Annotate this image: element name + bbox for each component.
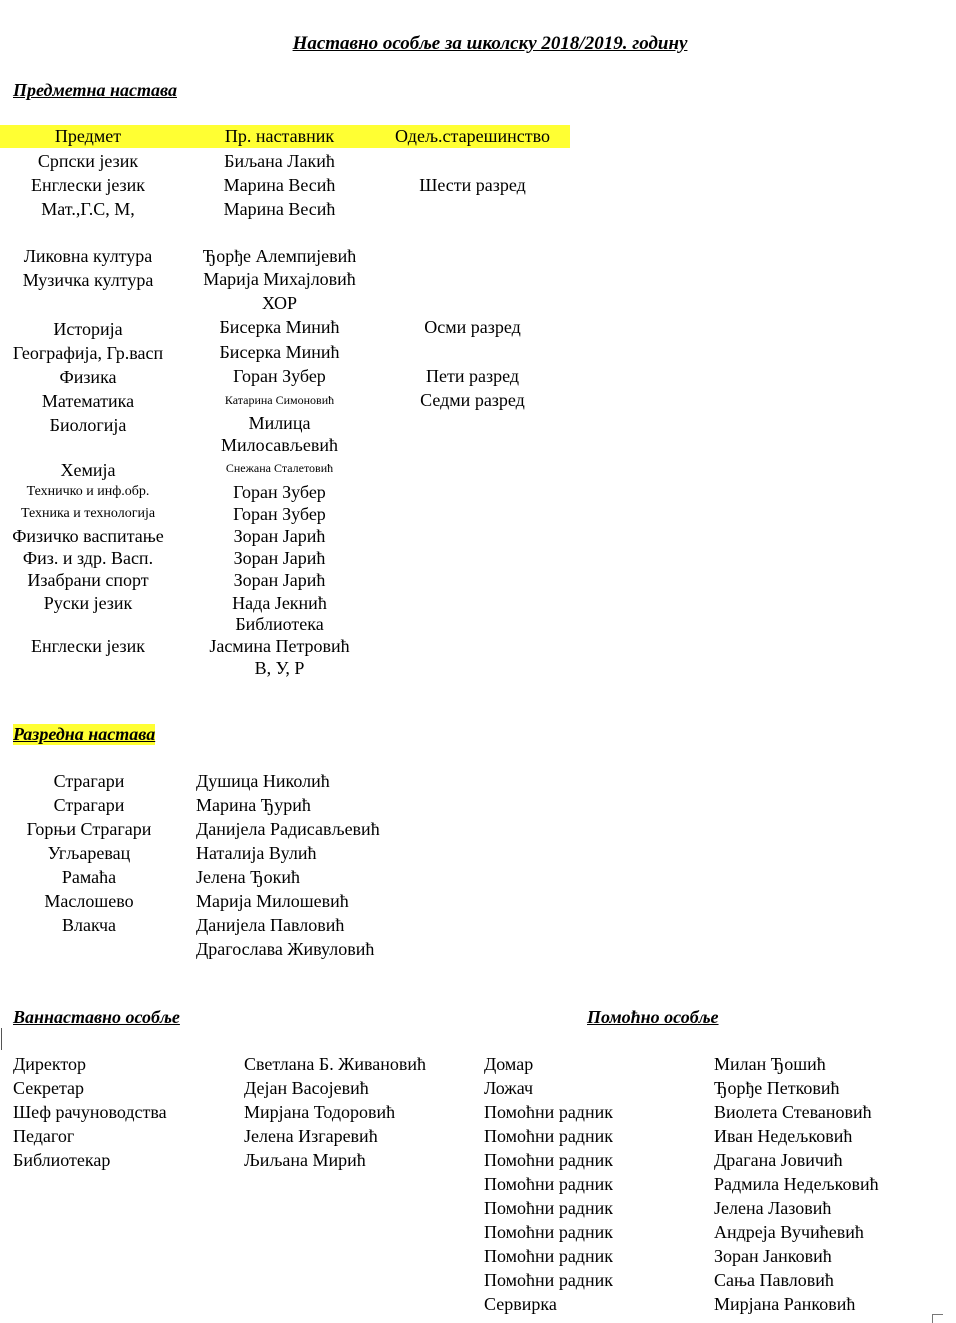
teacher-cell: Нада Јекнић (232, 593, 327, 613)
support-name: Сања Павловић (714, 1270, 834, 1290)
subject-cell: Математика (41, 391, 135, 411)
place-item: Влакча (61, 915, 117, 935)
support-role: Помоћни радник (484, 1150, 613, 1170)
staff-role: Секретар (13, 1078, 85, 1098)
subject-cell: Мат.,Г.С, М, (41, 199, 135, 219)
class-teacher-item: Драгослава Живуловић (196, 939, 375, 959)
teacher-cell: Горан Зубер (233, 504, 326, 524)
class-teachers-list (196, 769, 380, 961)
support-name: Радмила Недељковић (714, 1174, 879, 1194)
support-heading: Помоћно особље (587, 1007, 719, 1027)
teacher-cell: Марина Весић (223, 175, 336, 195)
support-role: Домар (484, 1054, 534, 1074)
teacher-cell: Бисерка Минић (219, 317, 340, 337)
class-teaching-heading: Разредна настава (13, 724, 156, 744)
subject-cell: Енглески језик (30, 175, 146, 195)
teacher-cell: Катарина Симоновић (224, 393, 335, 407)
teacher-cell: Биљана Лакић (224, 151, 335, 171)
subject-cell: Физика (59, 367, 117, 387)
subject-cell: Историја (53, 319, 123, 339)
place-item: Страгари (53, 795, 125, 815)
support-role: Помоћни радник (484, 1222, 613, 1242)
teacher-cell: Снежана Сталетовић (225, 461, 334, 475)
subject-cell: Енглески језик (30, 636, 146, 656)
place-item: Угљаревац (47, 843, 131, 863)
subject-cell: Изабрани спорт (27, 570, 149, 590)
teacher-cell: Горан Зубер (233, 366, 326, 386)
staff-name: Мирјана Тодоровић (244, 1102, 396, 1122)
support-name: Ђорђе Петковић (714, 1078, 840, 1098)
staff-role: Педагог (13, 1126, 75, 1146)
class-teacher-item: Душица Николић (196, 771, 330, 791)
column-header-subject: Предмет (54, 126, 122, 146)
place-item: Страгари (53, 771, 125, 791)
teacher-cell: Милица (248, 413, 311, 433)
subject-cell: Руски језик (43, 593, 133, 613)
class-teacher-item: Наталија Вулић (196, 843, 317, 863)
teacher-cell: Библиотека (235, 614, 324, 634)
teacher-cell: Милосављевић (221, 435, 338, 455)
staff-role: Шеф рачуноводства (13, 1102, 167, 1122)
column-header-teacher: Пр. наставник (224, 126, 335, 146)
column-header-homeroom: Одељ.старешинство (395, 126, 550, 146)
subject-cell: Физ. и здр. Васп. (22, 548, 154, 568)
teacher-cell: В, У, Р (254, 658, 305, 678)
text-cursor (1, 1028, 2, 1050)
document-title: Наставно особље за школску 2018/2019. годину (292, 33, 688, 54)
homeroom-cell: Пети разред (426, 366, 519, 386)
staff-name: Дејан Васојевић (244, 1078, 369, 1098)
support-name: Иван Недељковић (714, 1126, 853, 1146)
support-role: Помоћни радник (484, 1246, 613, 1266)
teacher-cell: Зоран Јарић (233, 526, 326, 546)
subject-cell: Техничко и инф.обр. (26, 484, 150, 499)
teacher-cell: Марија Михајловић (203, 269, 356, 289)
subject-cell: Физичко васпитање (12, 526, 164, 546)
teacher-cell: Горан Зубер (233, 482, 326, 502)
subject-cell: Српски језик (37, 151, 139, 171)
support-name: Зоран Јанковић (714, 1246, 832, 1266)
class-teacher-item: Марија Милошевић (196, 891, 349, 911)
homeroom-cell: Седми разред (420, 390, 525, 410)
staff-name: Љиљана Мирић (244, 1150, 366, 1170)
teacher-cell: ХОР (261, 293, 298, 313)
page-corner-mark (932, 1314, 943, 1323)
support-role: Помоћни радник (484, 1102, 613, 1122)
homeroom-cell: Шести разред (419, 175, 526, 195)
nonteaching-names-list (244, 1052, 426, 1172)
support-name: Милан Ђошић (714, 1054, 826, 1074)
teacher-cell: Зоран Јарић (233, 570, 326, 590)
support-role: Помоћни радник (484, 1270, 613, 1290)
staff-name: Светлана Б. Живановић (244, 1054, 427, 1074)
nonteaching-roles-list (13, 1052, 167, 1172)
subject-cell: Биологија (49, 415, 127, 435)
subject-cell: Географија, Гр.васп (12, 343, 164, 363)
support-role: Помоћни радник (484, 1126, 613, 1146)
support-names-list (714, 1052, 879, 1316)
support-name: Драгана Јовичић (714, 1150, 843, 1170)
homeroom-cell: Осми разред (424, 317, 521, 337)
support-role: Помоћни радник (484, 1198, 613, 1218)
staff-name: Јелена Изгаревић (244, 1126, 378, 1146)
subject-cell: Техника и технологија (20, 506, 156, 521)
support-role: Помоћни радник (484, 1174, 613, 1194)
subject-cell: Ликовна култура (23, 246, 153, 266)
place-item: Горњи Страгари (26, 819, 152, 839)
class-teacher-item: Данијела Павловић (196, 915, 345, 935)
support-name: Мирјана Ранковић (714, 1294, 856, 1314)
support-roles-list (484, 1052, 613, 1316)
places-list (0, 769, 178, 937)
support-name: Андреја Вучићевић (714, 1222, 864, 1242)
place-item: Маслошево (44, 891, 134, 911)
teacher-cell: Јасмина Петровић (209, 636, 350, 656)
class-teacher-item: Јелена Ђокић (196, 867, 301, 887)
support-name: Виолета Стевановић (714, 1102, 872, 1122)
place-item: Рамаћа (61, 867, 117, 887)
support-role: Ложач (484, 1078, 534, 1098)
teacher-cell: Бисерка Минић (219, 342, 340, 362)
teacher-cell: Зоран Јарић (233, 548, 326, 568)
staff-role: Библиотекар (13, 1150, 111, 1170)
subject-teaching-heading: Предметна настава (13, 80, 177, 100)
class-teacher-item: Данијела Радисављевић (196, 819, 380, 839)
subject-cell: Хемија (60, 460, 116, 480)
teacher-cell: Ђорђе Алемпијевић (202, 246, 357, 266)
nonteaching-heading: Ваннаставно особље (13, 1007, 180, 1027)
class-teacher-item: Марина Ђурић (196, 795, 311, 815)
teacher-cell: Марина Весић (223, 199, 336, 219)
staff-role: Директор (13, 1054, 87, 1074)
subject-cell: Музичка култура (22, 270, 154, 290)
support-role: Сервирка (484, 1294, 557, 1314)
support-name: Јелена Лазовић (714, 1198, 832, 1218)
